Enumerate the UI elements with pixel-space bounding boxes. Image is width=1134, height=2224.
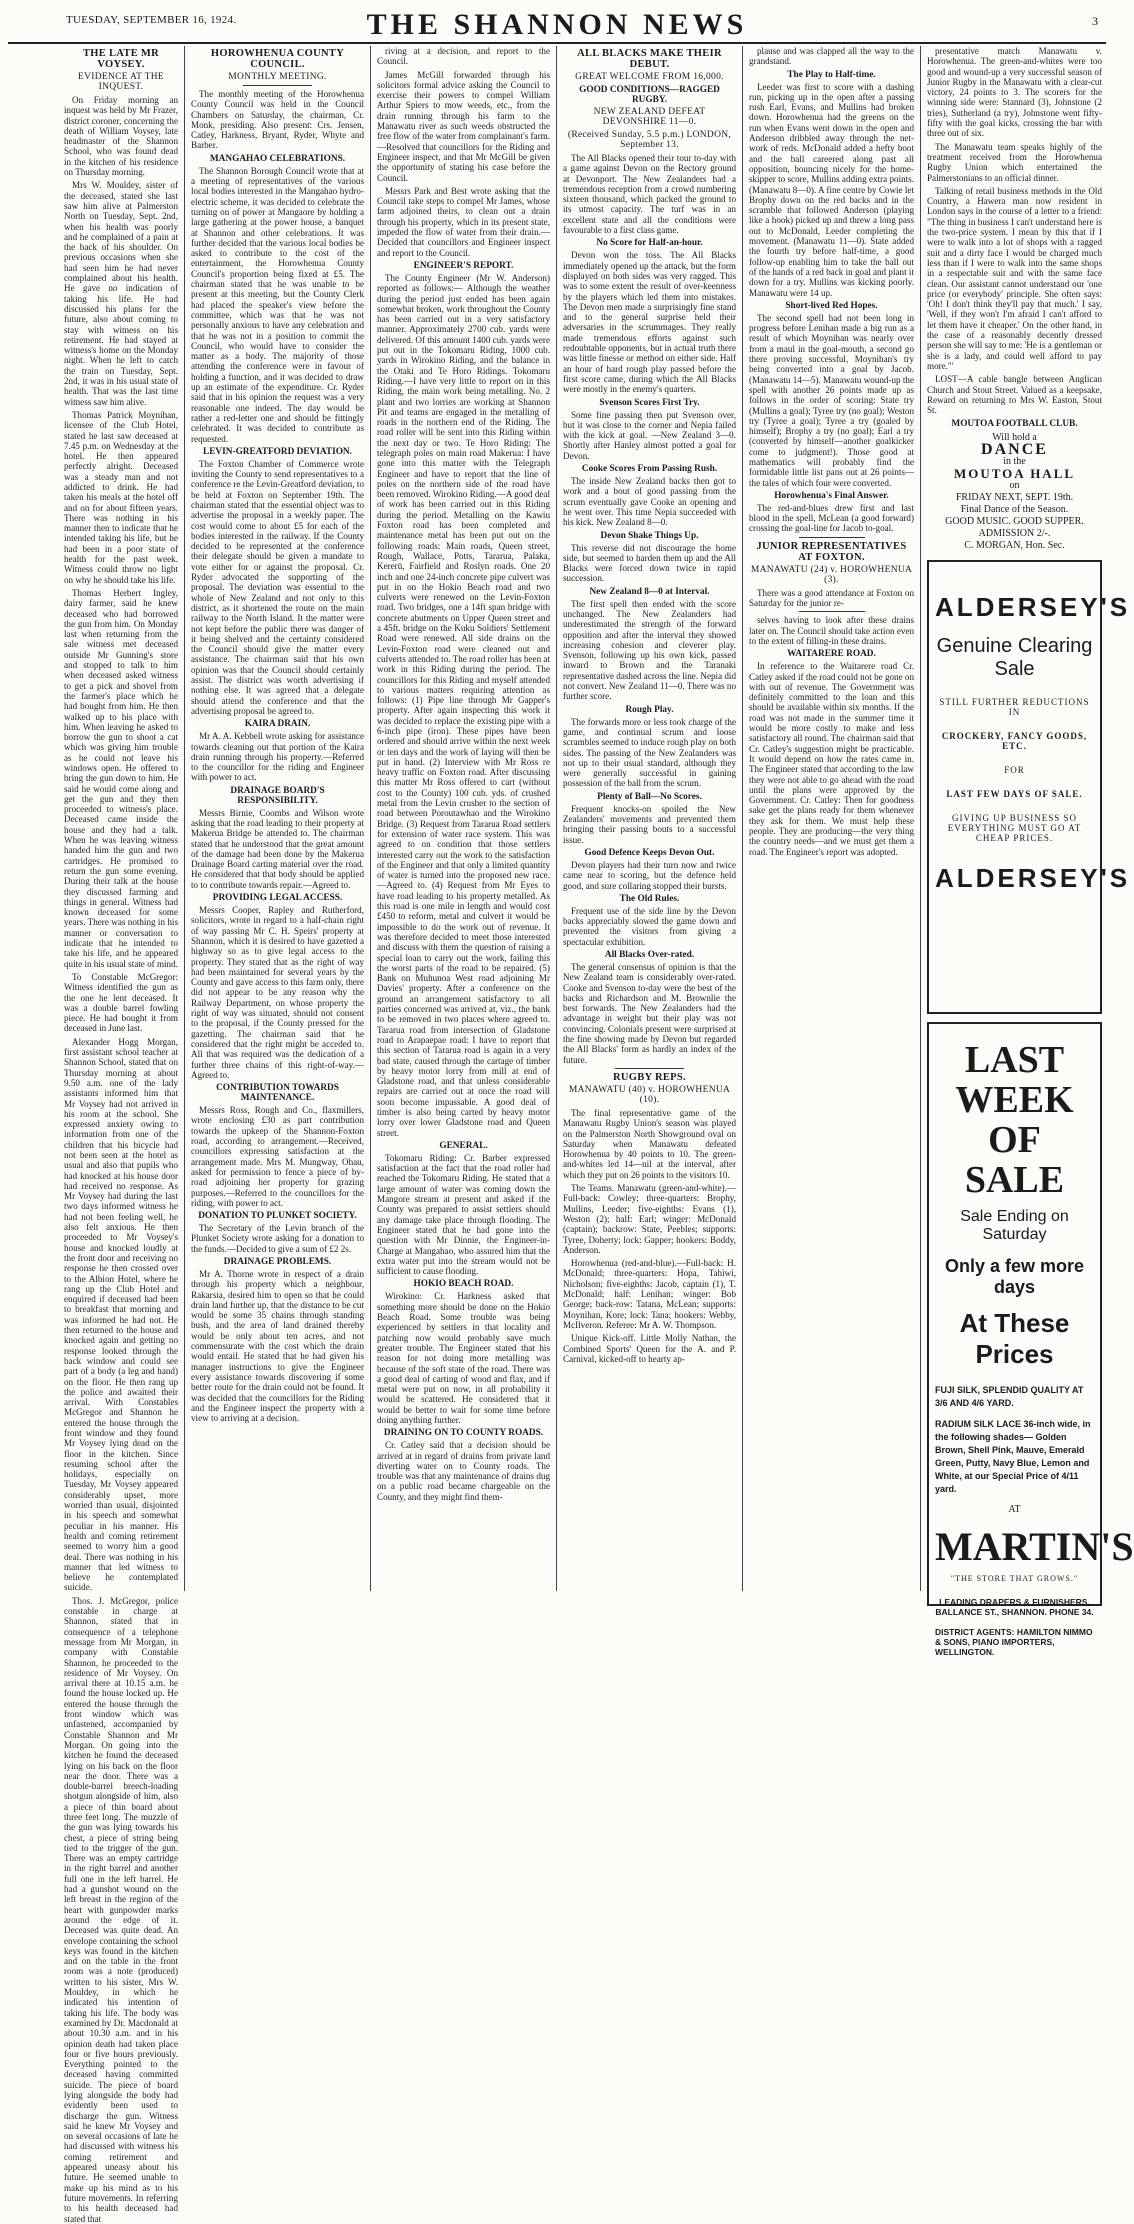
dance-date: FRIDAY NEXT, SEPT. 19th. xyxy=(955,492,1074,504)
ad-line: GIVING UP BUSINESS SO EVERYTHING MUST GO AT CHEAP PRICES. xyxy=(947,813,1082,844)
paragraph: James McGill forwarded through his solicitors formal advice asking the Council to exercise their powers to compel William Arthur Spiers to mow weeds, etc., from the drain running through his farm to the Manawatu river as such weeds obstructed the free flow of the water from complainant's farm.—Resolved that councillors for the Riding and Engineer inspect, and that Mr McGill be given the opportunity of stating his case before the Council. xyxy=(377,69,550,183)
section-heading: LEVIN-GREATFORD DEVIATION. xyxy=(203,446,352,457)
dateline: (Received Sunday, 5.5 p.m.) LONDON, September 13. xyxy=(567,130,732,150)
paragraph: There was a good attendance at Foxton on Saturday for the junior re- xyxy=(749,587,914,609)
paragraph: In reference to the Waitarere road Cr. Catley asked if the road could not be gone on with out of revenue. The Government was definitely committed to the loan and this should be available within six months. If the road was not made in the summer time it would be more costly to make and less satisfactory all round. The chairman said that Cr. Catley's suggestion might be practicable. It would depend on how the rates came in. The Engineer stated that according to the law they were not able to go ahead with the road until the plans were approved by the Government. Cr. Catley: Then for goodness sake get the plans ready for them whenever they ask for them. We must help these people. They are producing—the very thing the country needs—and we must get them a road. The Engineer's report was adopted. xyxy=(749,661,914,857)
section-heading: Horowhenua's Final Answer. xyxy=(774,490,889,501)
paragraph: Messrs Cooper, Rapley and Rutherford, solicitors, wrote in regard to a half-chain right of way passing Mr C. H. Speirs' property at Shannon, which it is desired to have gazetted a highway so as to give legal access to the property. They stated that as the right of way had been maintained for several years by the County and gave access to this farm only, there did not appear to be any reason why the Railway Department, on whose property the right of way was situated, should not consent to the proposal, if the County pressed for the gazetting. The chairman said that he considered that the right might be acceded to. All that was required was the dedication of a further three chains of this right-of-way.—Agreed to. xyxy=(191,905,364,1080)
ad-line: AT xyxy=(1008,1504,1021,1516)
ad-offer: RADIUM SILK LACE 36-inch wide, in the following shades— Golden Brown, Shell Pink, Mauve, Emerald Green, Putty, Navy Blue, Lemon and White, at our Special Price of 4/11 yard. xyxy=(935,1419,1091,1495)
section-heading: DRAINAGE PROBLEMS. xyxy=(223,1256,332,1267)
paragraph: The County Engineer (Mr W. Anderson) reported as follows:— Although the weather during the period just ended has been again somewhat broken, work throughout the County has been carried out in a very satisfactory manner. Approximately 2700 cub. yards were delivered. Of this amount 1400 cub. yards were put out in the Tokomaru Riding, 1000 cub. yards in Wirokino Riding, and the balance in the Otaki and Te Horo Ridings. Tokomaru Riding.—I have very little to report on in this Riding, the main work being metalling. No. 2 plant and two lorries are working at Shannon Pit and teams are engaged in the metalling of roads in the northern end of the Riding. The road roller will be sent into this Riding within the next day or two. Te Horo Riding: The telegraph poles on main road Makerua: I have gone into this matter with the Telegraph Engineer and have to report that the line of poles on the northern side of the road have been removed. Wirokino Riding.—A good deal of work has been carried out in this Riding during the period. Metalling on the Kawiu Foxton road has been completed and maintenance metal has been put out on the following roads: Main roads, Queen street, Rough, Wallace, Potts, Tararua, Palaka, Kererū, Fairfield and Roslyn roads. One 20 inch and one 24-inch concrete pipe culvert was put in on the Hokio Beach road and two culverts were renewed on the Levin-Foxton road. Two bridges, one a 14ft span bridge with concrete abutments on Upper Queen street and a 45ft. bridge on the Kuku Soldiers' Settlement Road were renewed. All side drains on the Levin-Foxton road were cleaned out and culverts attended to. The road roller has been at work in this Riding during the period. The councillors for this Riding and myself attended to various matters requiring attention as follows: (1) Pipe line through Mr Gapper's property. After again inspecting this work it was decided to replace the existing pipe with a 6-inch pipe (iron). These pipes have been ordered and should arrive within the next week or ten days and the work of laying will then be put in hand. (2) Interview with Mr Ross re heavy traffic on Foxton road. After discussing this matter Mr Ross offered to cart (without cost to the County) 100 cub. yds. of crushed metal from the Levin crusher to the section of road between Poroutawhao and the Wirokino Bridge. (3) Request from Tararua Road settlers for extension of water race system. This was agreed to on condition that those settlers interested carry out the work to the satisfaction of the Engineer and that only a limited quantity of water is turned into the proposed new race.—Agreed to. (4) Request from Mr Eyes to have road leading to his property metalled. As this road is one mile in length and would cost £450 to reform, metal and culvert it would be impossible to do the work out of revenue. It was therefore decided to meet those interested and discuss with them the question of raising a special loan to carry out the work, failing this the worst parts of the road to be repaired. (5) Bank on Muhunoa West road adjoining Mr Davies' property. After a conference on the ground an arrangement satisfactory to all parties concerned was arrived at, viz., the bank to be removed in two places where agreed to. Tararua road from intersection of Gladstone road to Arapaepae road: I have to report that this section of Tararua road is again in a very bad state, caused through the cartage of timber by heavy motor lorry from mill at end of Gladstone road, and that unless considerable repairs are carried out at once the road will soon become impassable. A good deal of timber is also being carted by heavy motor lorry over lower Gladstone road and Queen street. xyxy=(377,272,550,1138)
column-6 xyxy=(921,46,1134,1658)
paragraph: The first spell then ended with the score unchanged. The New Zealanders had underestimated the strength of the forward opposition and after the interval they showed increasing cohesion and cleverer play. Svenson, following up his own kick, passed inward to Brown and the Taranaki representative dashed across the line. Nepia did not convert. New Zealand 11—0. There was no further score. xyxy=(563,598,736,702)
paragraph: riving at a decision, and report to the Council. xyxy=(377,46,550,67)
newspaper-title: THE SHANNON NEWS xyxy=(366,8,748,41)
section-heading: KAIRA DRAIN. xyxy=(244,719,311,730)
paragraph: The Manawatu team speaks highly of the treatment received from the Horowhenua Rugby Union which entertained the Palmerstonians to an official dinner. xyxy=(927,141,1102,183)
paragraph: The red-and-blues drew first and last blood in the spell, McLean (a good forward) crossing the goal-line for Jacob to-goal. xyxy=(749,502,914,534)
dance-notice xyxy=(927,418,1102,552)
column-5 xyxy=(743,46,921,1591)
ad-headline: LAST WEEK OF SALE xyxy=(955,1039,1074,1202)
section-heading: Plenty of Ball—No Scores. xyxy=(597,791,702,802)
section-heading: Cooke Scores From Passing Rush. xyxy=(581,464,718,475)
section-heading: DRAINING ON TO COUNTY ROADS. xyxy=(383,1428,544,1439)
article-sections-engineer xyxy=(377,261,550,1502)
ad-line: FOR xyxy=(1004,765,1025,776)
section-heading: GENERAL. xyxy=(439,1140,488,1151)
paragraph: Thomas Patrick Moynihan, licensee of the Club Hotel, stated he last saw deceased at 7.45 p.m. on Wednesday at the hotel. He then appeared perfectly alright. Deceased was a steady man and not addicted to drink. He had taken his meals at the hotel off and on for about fifteen years. There was nothing in his manner then to indicate that he intended taking his life, but he had been in a poor state of health for the past week. Witness could throw no light on why he should take his life. xyxy=(64,409,178,585)
dance-line: Final Dance of the Season. xyxy=(960,504,1069,516)
dance-club-name: MOUTOA FOOTBALL CLUB. xyxy=(951,419,1078,430)
ad-headline: Genuine Clearing Sale xyxy=(936,635,1093,681)
article-body-rugby-continued xyxy=(749,46,914,67)
article-heading-junior-reps: JUNIOR REPRESENTATIVES AT FOXTON. xyxy=(756,540,907,563)
divider xyxy=(799,611,865,612)
paragraph: Thos. J. McGregor, police constable in charge at Shannon, stated that in consequence of a telephone message from Mr Morgan, in company with Constable Shannon, he proceeded to the residence of Mr Voysey. On arrival there at 10.15 a.m. he found the house locked up. He entered the house through the front window which was unfastened, accompanied by Constable Shannon and Mr Morgan. On going into the kitchen he found the deceased lying on his back on the floor near the door. There was a double-barrel breech-loading shotgun alongside of him, also a piece of thin board about three feet long. The muzzle of the gun was lying towards his chest, a piece of string being tied to the trigger of the gun. There was an empty cartridge in the right barrel and another full one in the left barrel. He had a gunshot wound on the left breast in the region of the heart with gunpowder marks around the edge of it. Deceased was quite dead. An envelope containing the school keys was found in the kitchen and on the table in the front room was a note (produced) written to his sister, Mrs W. Mouldey, in which he indicated his intention of taking his life. The body was examined by Dr. Macdonald at about 10.30 a.m. and in his opinion death had taken place four or five hours previously. Everything pointed to the deceased having committed suicide. The piece of board lying alongside the body had evidently been used to discharge the gun. Witness said he knew Mr Voysey and on several occasions of late he had discussed with witness his coming retirement and appeared uneasy about his future. He seemed unable to make up his mind as to his future movements. In referring to his health deceased had stated that xyxy=(64,1595,178,2224)
section-heading: ENGINEER'S REPORT. xyxy=(413,260,514,271)
paragraph: The Secretary of the Levin branch of the Plunket Society wrote asking for a donation to the funds.—Decided to give a sum of £2 2s. xyxy=(191,1223,364,1254)
column-4 xyxy=(557,46,743,1591)
paragraph: Mr A. A. Kebbell wrote asking for assistance towards cleaning out that portion of the Kaira drain running through his property.—Referred to the councillor for the riding and Engineer with power to act. xyxy=(191,731,364,783)
paragraph: Wirokino: Cr. Harkness asked that something more should be done on the Hokio Beach Road. Some trouble was being experienced by settlers in that locality and patching now would probably save much greater trouble. The Engineer stated that his reason for not doing more metalling was because of the soft state of the road. There was a good deal of carting of wood and flax, and if metal were put on now, in all probability it would be scattered. He considered that it would be better to wait for some time before doing anything further. xyxy=(377,1291,550,1425)
paragraph: Thomas Herbert Ingley, dairy farmer, said he knew deceased who had borrowed the gun from him. On Monday last when returning from the sale witness met deceased outside Mr Gunning's store and stopped to talk to him when deceased asked witness to get a pick and shovel from the farmer's place which he had bought from him. He then walked up to his place with him. When leaving he asked to borrow the gun to shoot a cat which was giving him trouble as he could not leave his windows open. He offered to bring the gun down to him. He said he would come along and get the gun and they then proceeded to witness's place. Deceased came inside the house and they had a talk. When he was leaving witness handed him the gun and two cartridges. He promised to return the gun some evening. During their talk at the house they discussed farming and things in general. Witness had known deceased for some years. There was nothing in his manner or conversation to indicate that he intended to take his life, and he appeared quite in his usual state of mind. xyxy=(64,587,178,969)
article-sections-all-blacks xyxy=(563,153,736,1065)
paragraph: The inside New Zealand backs then got to work and a bout of good passing from the scrum eventually gave Cooke an opening and he went over. This time Nepia succeeded with his kick. New Zealand 8—0. xyxy=(563,476,736,528)
dance-title: DANCE xyxy=(981,441,1048,459)
article-heading-county-council: HOROWHENUA COUNTY COUNCIL. xyxy=(210,48,345,70)
subheading-result: NEW ZEALAND DEFEAT DEVONSHIRE 11—0. xyxy=(593,107,706,127)
ad-line: STILL FURTHER REDUCTIONS IN xyxy=(939,697,1090,718)
paragraph: Talking of retail business methods in the Old Country, a Hawera man now resident in London says in the course of a letter to a friend: "The thing in business I can't understand here is the two-price system. I mean by this that if I were to walk into a lot of shops with a ragged suit and a dirty face I would be charged much less than if I were to walk into the same shops in a respectable suit and with the same face clean. Our assistant cannot understand our 'one price (or everybody' principle. She often says: 'Oh! I don't think they'll pay that much.' I say, 'Well, if they won't I'm afraid I can't afford to let them have it cheaper.' On the other hand, in the case of a reasonably decently dressed person she will say to me: 'He is a gentleman or she is a lady, and could well afford to pay more.'" xyxy=(927,185,1102,371)
paragraph: Messrs Park and Best wrote asking that the Council take steps to compel Mr James, whose farm adjoined theirs, to clean out a drain through his property, which in its present state, impeded the flow of water from their drain.—Decided that councillors and Engineer inspect and report to the Council. xyxy=(377,185,550,258)
paragraph: The final representative game of the Manawatu Rugby Union's season was played on the Palmerston North Showground oval on Saturday when Manawatu defeated Horowhenua by 40 points to 10. The green-and-whites led 14—nil at the interval, after which they put on 26 points to the visitors 10. xyxy=(563,1107,736,1180)
paragraph: This reverse did not discourage the home side, but seemed to harden them up and the All Blacks were forced down twice in rapid succession. xyxy=(563,542,736,584)
paragraph: On Friday morning an inquest was held by Mr Frazer, district coroner, concerning the death of William Voysey, late headmaster of the Shannon School, who was found dead in the kitchen of his residence on Thursday morning. xyxy=(64,95,178,178)
paragraph: Cr. Catley said that a decision should be arrived at in regard of drains from private land diverting water on to County roads. The trouble was that any maintenance of drains dug on a public road became chargeable on the County, and they might find them- xyxy=(377,1440,550,1502)
section-heading: The Play to Half-time. xyxy=(787,69,876,80)
article-body-voysey xyxy=(64,95,178,2224)
ad-tagline: "THE STORE THAT GROWS." xyxy=(950,1574,1079,1584)
paragraph: Horowhenua (red-and-blue).—Full-back: H. McDonald; three-quarters: Hopa, Tahiwi, Nicholson; five-eighths: Jacob, captain (1), T. McDonald; half: Lenihan; winger: Bob George; back-row: Tatana, McLean; supports: Moynihan, Kore; lock: Tana; hookers: Webby, McIlveron. Referee: Mr A. W. Thompson. xyxy=(563,1258,736,1330)
article-body-drains-continued xyxy=(749,615,914,646)
section-heading: DONATION TO PLUNKET SOCIETY. xyxy=(198,1211,357,1222)
dance-line: Will hold a xyxy=(992,432,1037,444)
article-heading-rugby-reps: RUGBY REPS. xyxy=(613,1071,686,1083)
ad-line: CROCKERY, FANCY GOODS, ETC. xyxy=(941,731,1088,752)
divider xyxy=(243,85,312,86)
paragraph: Alexander Hogg Morgan, first assistant school teacher at Shannon School, stated that on Thursday morning at about 9.50 a.m. one of the lady assistants informed him that Mr Voysey had not arrived in his room at the school. She expressed anxiety owing to information from one of the children that his bicycle had not been seen at the hotel as usual and also that pupils who had knocked at his house door had received no response. As Mr Voysey had during the last two days informed witness he had not been feeling well, he also felt anxious. He then proceeded to Mr Voysey's house and knocked loudly at the front door and receiving no response he then crossed over to the Albion Hotel, where he rang up the Club Hotel and enquired if deceased had been to breakfast that morning and was informed he had not. He then returned to the house and knocked again and getting no response looked through the back window and could see part of a body (a leg and hand) on the floor. He then rang up the police and awaited their arrival. With Constables McGregor and Shannon he entered the house through the front window and they found Mr Voysey lying dead on the floor in the kitchen. Since resuming school after the holidays, especially on Tuesday, Mr Voysey appeared considerably upset, more worried than usual, disjointed in his speech and somewhat peculiar in his manner. His health and coming retirement seemed to worry him a good deal. There was nothing in his manner that led witness to believe he contemplated suicide. xyxy=(64,1036,178,1593)
article-body-council-continued xyxy=(377,46,550,258)
paragraph: Tokomaru Riding: Cr. Barber expressed satisfaction at the fact that the road roller had reached the Tokomaru Riding. He stated that a large amount of water was coming down the Mangore stream at present and asked if the County was prepared to assist settlers should any damage take place through flooding. The Engineer stated that he had gone into the question with Mr Dinnie, the Engineer-in-Charge at Mangahao, who assured him that the extra water put into the stream would not be sufficient to cause flooding. xyxy=(377,1152,550,1277)
section-heading: Devon Shake Things Up. xyxy=(600,530,699,541)
article-body-council-intro xyxy=(191,89,364,151)
paragraph: The Shannon Borough Council wrote that at a meeting of representatives of the various local bodies interested in the Mangahao hydro-electric scheme, it was decided to celebrate the turning on of power at Mangaore by holding a large gathering at the power house, a banquet at Shannon and other celebrations. It was further decided that the various local bodies be asked to contribute to the cost of the entertainment, the Horowhenua County Council's proportion being fixed at £5. The chairman stated that he was unable to be present at this meeting, but the County Clerk had placed the speaker's view before the committee, which was that he was not personally anxious to have any celebration and that he was not in a position to commit the Council, who would have to consider the matter as a body. The majority of those attending the conference were in favour of holding a function, and it was decided to draw up an estimate of the expenditure. Cr. Ryder said that in his opinion the request was a very reasonable one indeed. The day would be rather a red-letter one and should be fittingly celebrated. It was decided to contribute as requested. xyxy=(191,165,364,444)
section-heading: Good Defence Keeps Devon Out. xyxy=(584,847,715,858)
dance-line: GOOD MUSIC. GOOD SUPPER. xyxy=(945,516,1084,528)
ad-line: Sale Ending on Saturday xyxy=(960,1208,1069,1244)
paragraph: Unique Kick-off. Little Molly Nathan, the Combined Sports' Queen for the A. and P. Carnival, kicked-off to hearty ap- xyxy=(563,1333,736,1364)
paragraph: Mrs W. Mouldey, sister of the deceased, stated she last saw him alive at Palmerston North on Tuesday, Sept. 2nd, when his health was poorly and he complained of a pain at the back of his shoulder. On previous occasions when she had seen him he had never complained about his health. He gave no indication of taking his life. He had discussed his plans for the future, also about coming to stay with witness on his retirement. He had stayed at witness's home on the Monday night. When he left to catch the train on Tuesday, Sept. 2nd, it was in his usual state of health. That was the last time witness saw him alive. xyxy=(64,180,178,407)
martins-advertisement xyxy=(927,1022,1134,1658)
paragraph: presentative match Manawatu v. Horowhenua. The green-and-whites were too good and wound-up a very successful season of Junior Rugby in the Manawatu with a clear-cut victory, 24 points to 3. The scorers for the winning side were: Stannard (3), Johnstone (2 tries), Sutherland (a try), Johnstone went fifty-fifty with the goal kicks, crossing the bar with three out of six. xyxy=(927,46,1102,139)
issue-date: TUESDAY, SEPTEMBER 16, 1924. xyxy=(66,14,237,26)
paragraph: selves having to look after these drains later on. The Council should take action even to the extent of filling-in these drains. xyxy=(749,615,914,646)
ad-address: LEADING DRAPERS & FURNISHERS, BALLANCE ST., SHANNON. PHONE 34. xyxy=(935,1597,1094,1618)
dance-line: on xyxy=(1009,480,1020,492)
paragraph: Messrs Ross, Rough and Co., flaxmillers, wrote enclosing £30 as part contribution towards the upkeep of the Shannon-Foxton road, according to arrangement.—Received, councillors expressing satisfaction at the arrangement made. Mrs M. Mungway, Ohau, asked for permission to fence a piece of by-road adjoining her property for grazing purposes.—Referred to the councillors for the riding, with power to act. xyxy=(191,1105,364,1208)
article-sections-rugby-play xyxy=(749,70,914,534)
paragraph: Frequent use of the side line by the Devon backs appreciably slowed the game down and prevented the visitors from giving a spectacular exhibition. xyxy=(563,905,736,947)
paragraph: The forwards more or less took charge of the game, and continual scrum and loose scrambles seemed to induce rough play on both sides. The passing of the New Zealanders was not up to their usual standard, although they were generally successful in gaining possession of the ball from the scrum. xyxy=(563,716,736,789)
paragraph: Messrs Birnie, Coombs and Wilson wrote asking that the road leading to their property at Makerua Bridge be attended to. The chairman stated that he understood that the great amount of the damage had been done by the Makerua Drainage Board carting material over the road. He considered that that body should be applied to to contribute towards repair.—Agreed to. xyxy=(191,807,364,890)
paragraph: plause and was clapped all the way to the grandstand. xyxy=(749,46,914,67)
dance-secretary: C. MORGAN, Hon. Sec. xyxy=(964,540,1065,552)
article-sections-waitarere xyxy=(749,649,914,857)
ad-line: LAST FEW DAYS OF SALE. xyxy=(946,789,1083,800)
paragraph: The general consensus of opinion is that the New Zealand team is considerably over-rated. Cooke and Svenson to-day were the best of the backs and Richardson and M. Brownlie the best forwards. The New Zealanders had the advantage in weight but their play was not convincing. Colonials present were surprised at the fine showing made by Devon but regarded the All Blacks' form as hardly an index of the future. xyxy=(563,962,736,1065)
masthead xyxy=(8,6,1106,44)
aldersey-advertisement xyxy=(927,560,1131,1014)
subheading-junior-score: MANAWATU (24) v. HOROWHENUA (3). xyxy=(750,564,913,585)
ad-agents: DISTRICT AGENTS: HAMILTON NIMMO & SONS, PIANO IMPORTERS, WELLINGTON. xyxy=(935,1627,1093,1658)
article-subheading-inquest: EVIDENCE AT THE INQUEST. xyxy=(78,72,164,92)
paragraph: Devon won the toss. The All Blacks immediately opened up the attack, but the form displayed on both sides was very ragged. This was to some extent the result of over-keenness by the players which led them into mistakes. The Devon men made a surprisingly fine stand and to the general surprise held their adversaries in the scrummages. They really made tremendous efforts against such redoubtable opponents, but in actual truth there was little finesse or method on either side. Half an hour of hard rough play passed before the first score came, during which the All Blacks were mostly in the enemy's quarters. xyxy=(563,250,736,395)
divider xyxy=(615,1068,684,1069)
divider xyxy=(799,537,865,538)
column-2 xyxy=(185,46,371,1591)
article-body-column-6 xyxy=(927,46,1102,415)
ad-brand: ALDERSEY'S xyxy=(935,592,1131,623)
dance-venue: MOUTOA HALL xyxy=(953,466,1076,482)
section-heading: Short-lived Red Hopes. xyxy=(785,300,878,311)
column-3 xyxy=(371,46,557,1591)
paragraph: To Constable McGregor: Witness identified the gun as the one he lent deceased. It was a double barrel fowling piece. He had bought it from deceased in June last. xyxy=(64,971,178,1034)
ad-line: At These Prices xyxy=(959,1308,1070,1370)
section-heading: HOKIO BEACH ROAD. xyxy=(413,1279,514,1290)
paragraph: The second spell had not been long in progress before Lenihan made a big run as a result of which Moynihan was nearly over from a maul in the goal-mouth, a second go there proving successful, Moynihan's try being converted into a goal by Jacob. (Manawatu 14—5). Manawatu wound-up the spell with another 26 points made up as follows in the order of scoring: State try (Mullins a goal); Tyree try (no goal); Weston try (Tyree a goal); Tyree a try (goaled by himself); Brophy a try (no goal); Earl a try (converted by himself—another goalkicker come to judgment!). Those good at mathematics will probably find the formidable little list pans out at 26 points—the tales of which four were converted. xyxy=(749,312,914,488)
subheading-welcome: GREAT WELCOME FROM 16,000. xyxy=(575,72,724,82)
paragraph: Devon players had their turn now and twice came near to scoring, but the defence held good, and sure collaring stopped their bursts. xyxy=(563,859,736,891)
ad-brand: MARTIN'S xyxy=(935,1524,1134,1570)
section-heading: All Blacks Over-rated. xyxy=(604,950,695,960)
article-heading-all-blacks: ALL BLACKS MAKE THEIR DEBUT. xyxy=(577,48,722,70)
paragraph: The Foxton Chamber of Commerce wrote inviting the County to send representatives to a conference re the Levin-Greatford deviation, to be held at Foxton on September 19th. The chairman stated that the essential object was to advertise the proposal in a weekly paper. The cost would come to about £5 for each of the bodies interested in the railway. If the County decided to be represented at the conference their delegate should be given a mandate to vote either for or against the proposal. Cr. Ryder advocated the supporting of the proposal. The deviation was essential to the whole of New Zealand and not only to this district, as it shortened the route on the main railway to the North Island. It the matter were not kept before the public there was danger of it being shelved and the certainty considered the Council should give the matter every assistance. The chairman said that his own opinion was that the Council should certainly assist. The district was worth advertising if nothing else. It was agreed that a delegate should attend the conference and that the advertising proposal be agreed to. xyxy=(191,458,364,716)
paragraph: Some fine passing then put Svenson over, but it was close to the corner and Nepia failed with the kick at goal. —New Zealand 3—0. Shortly after Hanley almost potted a goal for Devon. xyxy=(563,409,736,461)
paragraph: The monthly meeting of the Horowhenua County Council was held in the Council Chambers on Saturday, the chairman, Cr. Monk, presiding. Also present: Crs. Jensen, Catley, Harkness, Bryant, Ryder, Whyte and Barber. xyxy=(191,89,364,151)
paragraph: The All Blacks opened their tour to-day with a game against Devon on the Rectory ground at Devonport. The New Zealanders had a tremendous reception from a crowd numbering sixteen thousand, which packed the ground to its utmost capacity. The turf was in an excellent state and all the conditions were favourable to a first class game. xyxy=(563,153,736,236)
paragraph: Mr A. Thorne wrote in respect of a drain through his property which a neighbour, Rakarsia, desired him to open so that he could drain land further up, that the distance to be cut would be some 35 chains through standing bush, and the area of land drained thereby would be only about ten acres, and not commensurate with the cost which the drain would entail. He stated that he had given his manager instructions to give the Engineer every assistance towards discovering if some better route for the drain could not be found. It was decided that the councillors for the Riding and the Engineer inspect the property with a view to arriving at a decision. xyxy=(191,1268,364,1424)
article-body-junior xyxy=(749,588,914,609)
ad-brand: ALDERSEY'S xyxy=(935,863,1131,894)
article-body-rugby-reps xyxy=(563,1108,736,1364)
paragraph: Frequent knocks-on spoiled the New Zealanders' movements and prevented them bringing their passing bouts to a successful issue. xyxy=(563,803,736,845)
section-heading: DRAINAGE BOARD'S RESPONSIBILITY. xyxy=(230,785,325,806)
columns xyxy=(58,46,1134,2224)
section-heading: Svenson Scores First Try. xyxy=(599,397,700,408)
section-heading: New Zealand 8—0 at Interval. xyxy=(589,586,710,597)
dance-line: in the xyxy=(1003,456,1026,468)
subheading-rugby-score: MANAWATU (40) v. HOROWHENUA (10). xyxy=(568,1084,731,1105)
dance-line: ADMISSION 2/-. xyxy=(978,528,1051,540)
page-number: 3 xyxy=(1092,14,1098,28)
paragraph: LOST—A cable bangle between Anglican Church and Stout Street. Valued as a keepsake, Reward on returning to Mrs W. Easton, Stout St. xyxy=(927,374,1102,416)
article-heading-voysey: THE LATE MR VOYSEY. xyxy=(82,48,160,70)
column-1 xyxy=(58,46,185,2224)
section-heading: The Old Rules. xyxy=(619,893,680,904)
section-heading: WAITARERE ROAD. xyxy=(787,649,876,660)
section-heading: MANGAHAO CELEBRATIONS. xyxy=(209,153,346,164)
ad-offer: FUJI SILK, SPLENDID QUALITY AT 3/6 AND 4/6 YARD. xyxy=(935,1385,1084,1409)
paragraph: The Teams. Manawatu (green-and-white).—Full-back: Cowley; three-quarters: Brophy, Mullins, Leeder; five-eighths: Evans (1), Weston (2); half: Earl; winger: McDonald (captain); backrow: State, Peebles; supports: Tyree, Doherty; lock: Gapper; hookers: Boddy, Anderson. xyxy=(563,1183,736,1255)
section-heading: Rough Play. xyxy=(625,704,674,715)
section-heading: CONTRIBUTION TOWARDS MAINTENANCE. xyxy=(216,1083,339,1104)
section-heading: No Score for Half-an-hour. xyxy=(596,238,703,249)
article-subheading-monthly-meeting: MONTHLY MEETING. xyxy=(228,72,327,82)
ad-line: Only a few more days xyxy=(944,1256,1085,1298)
subheading-conditions: GOOD CONDITIONS—RAGGED RUGBY. xyxy=(579,85,720,105)
article-sections-council xyxy=(191,154,364,1424)
section-heading: PROVIDING LEGAL ACCESS. xyxy=(212,893,343,904)
paragraph: Leeder was first to score with a dashing run, picking up in the open after a passing rush Earl, Evans, and Mullins had broken down. Horowhenua had the greens on the run when Evans went down in the open and Anderson dribbled away through the net-work of reds. McDonald added a hefty boot and the ball careered along past all opposition, bouncing nicely for the home-skipper to score, Mullins adding extra points. (Manawatu 8—0). A fine centre by Cowie let Brophy down on the red backs and in the scramble that followed Anderson (playing like a hook) picked up and threw a long pass out to McDonald, Leeder completing the movement. (Manawatu 11—0). State added the fourth try before half-time, a good follow-up enabling him to take the ball out of the hands of a red back in goal and plant it down for a try. Mullins was kicking poorly. Manawatu were 14 up. xyxy=(749,81,914,298)
